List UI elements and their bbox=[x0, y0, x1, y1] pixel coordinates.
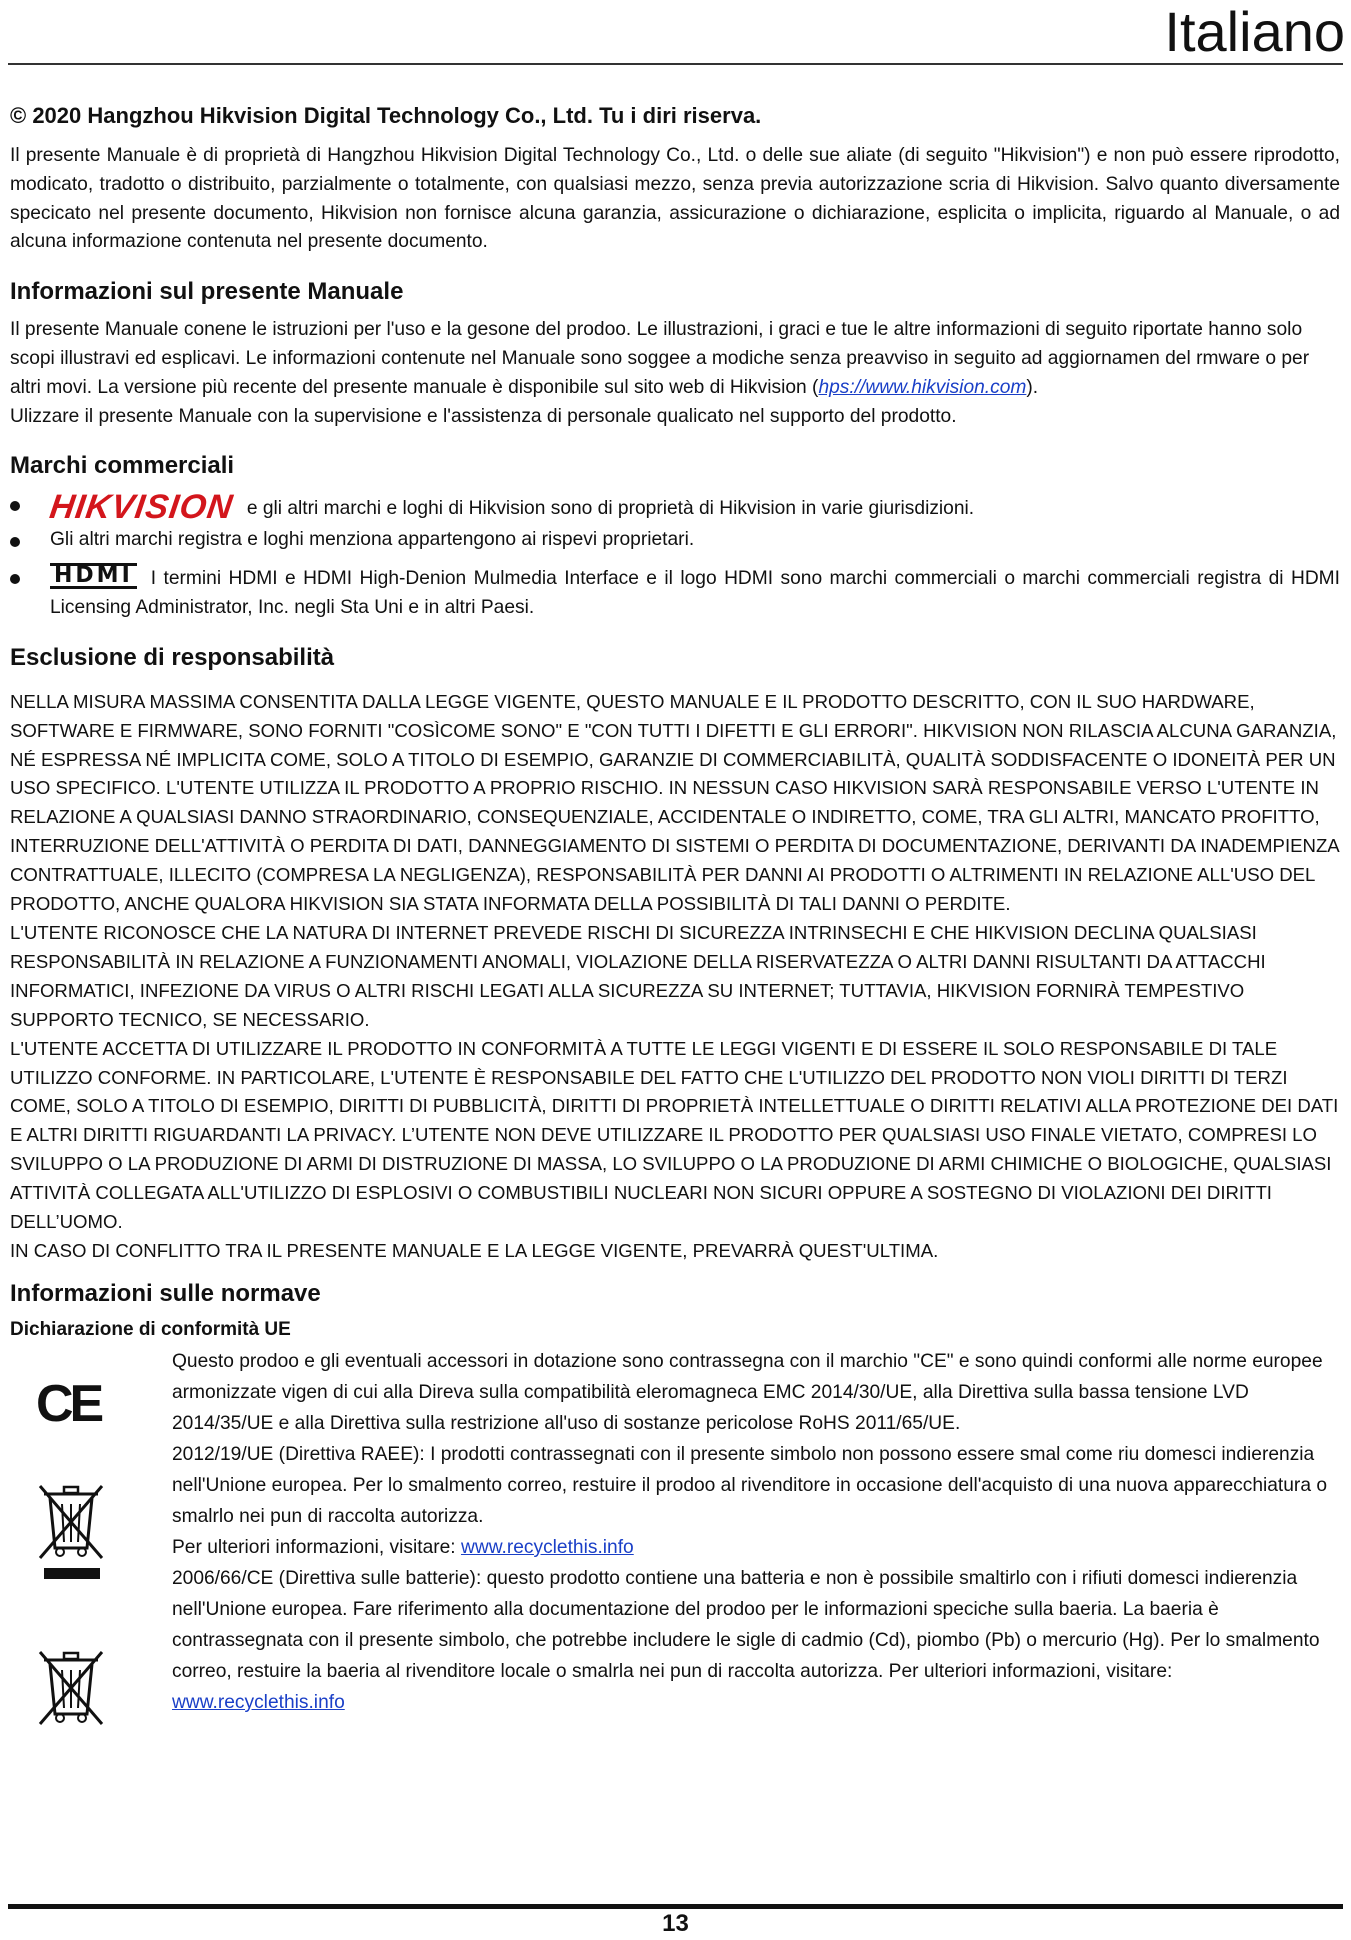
disclaimer-paragraph-4: IN CASO DI CONFLITTO TRA IL PRESENTE MANUALE E LA LEGGE VIGENTE, PREVARRÀ QUEST'ULTIMA. bbox=[10, 1239, 939, 1261]
disclaimer-paragraph-3: L'UTENTE ACCETTA DI UTILIZZARE IL PRODOTTO IN CONFORMITÀ A TUTTE LE LEGGI VIGENTI E DI ESSERE IL SOLO RESPONSABILE DI TALE UTILIZZO CONFORME. IN PARTICOLARE, L'UTENTE È RESPONSABILE DEL FATTO CHE L'UTILIZZO DEL PRODOTTO NON VIOLI DIRITTI DI TERZI COME, SOLO A TITOLO DI ESEMPIO, DIRITTI DI PUBBLICITÀ, DIRITTI DI PROPRIETÀ INTELLETTUALE O DIRITTI RELATIVI ALLA PROTEZIONE DEI DATI E ALTRI DIRITTI RIGUARDANTI LA PRIVACY. L’UTENTE NON DEVE UTILIZZARE IL PRODOTTO PER QUALSIASI USO FINALE VIETATO, COMPRESI LO SVILUPPO O LA PRODUZIONE DI ARMI DI DISTRUZIONE DI MASSA, LO SVILUPPO O LA PRODUZIONE DI ARMI CHIMICHE O BIOLOGICHE, QUALSIASI ATTIVITÀ COLLEGATA ALL'UTILIZZO DI ESPLOSIVI O COMBUSTIBILI NUCLEARI NON SICURI OPPURE A SOSTEGNO DI VIOLAZIONI DEI DIRITTI DELL’UOMO. bbox=[10, 1037, 1339, 1233]
hikvision-logo: HIKVISION bbox=[47, 488, 236, 527]
intro-paragraph: Il presente Manuale è di proprietà di Hangzhou Hikvision Digital Technology Co., Ltd. o delle sue aliate (di seguito "Hikvision") e non può essere riprodotto, modicato, tradotto o distribuito, parzialmente o totalmente, con qualsiasi mezzo, senza previa autorizzazione scria di Hikvision. Salvo quanto diversamente specicato nel presente documento, Hikvision non fornisce alcuna garanzia, assicurazione o dichiarazione, esplicita o implicita, riguardo al Manuale, o ad alcuna informazione contenuta nel presente documento. bbox=[10, 145, 1340, 253]
battery-recyclethis-link[interactable]: www.recyclethis.info bbox=[172, 1691, 345, 1713]
about-text-end: ). bbox=[1026, 376, 1039, 398]
trademark-text-1: e gli altri marchi e loghi di Hikvision sono di proprietà di Hikvision in varie giurisdizioni. bbox=[246, 498, 975, 520]
disclaimer-paragraph-2: L'UTENTE RICONOSCE CHE LA NATURA DI INTERNET PREVEDE RISCHI DI SICUREZZA INTRINSECHI E CHE HIKVISION DECLINA QUALSIASI RESPONSABILITÀ IN RELAZIONE A FUNZIONAMENTI ANOMALI, VIOLAZIONE DELLA RISERVATEZZA O ALTRI DANNI RISULTANTI DA ATTACCHI INFORMATICI, INFEZIONE DA VIRUS O ALTRI RISCHI LEGATI ALLA SICUREZZA SU INTERNET; TUTTAVIA, HIKVISION FORNIRÀ TEMPESTIVO SUPPORTO TECNICO, SE NECESSARIO. bbox=[10, 922, 1266, 1030]
header-rule bbox=[8, 63, 1343, 65]
weee-text: 2012/19/UE (Direttiva RAEE): I prodotti contrassegnati con il presente simbolo non possono essere smal come riu domesci indierenzia nell'Unione europea. Per lo smalmento correo, restuire il prodoo al rivenditore in occasione dell'acquisto di una nuova apparecchiatura o smalrlo nei pun di raccolta autorizza. bbox=[172, 1443, 1327, 1527]
disclaimer-heading: Esclusione di responsabilità bbox=[10, 643, 335, 671]
copyright-line: © 2020 Hangzhou Hikvision Digital Technology Co., Ltd. Tu i diri riserva. bbox=[10, 103, 762, 128]
battery-text: 2006/66/CE (Direttiva sulle batterie): questo prodotto contiene una batteria e non è possibile smaltirlo con i rifiuti domesci indierenzia nell'Unione europea. Fare riferimento alla documentazione del prodoo per le informazioni speciche sulla baeria. La baeria è contrassegnata con il presente simbolo, che potrebbe includere le sigle di cadmio (Cd), piombo (Pb) o mercurio (Hg). Per lo smalmento correo, restuire la baeria al rivenditore locale o smalrla nei pun di raccolta autorizza. Per ulteriori informazioni, visitare: bbox=[172, 1567, 1320, 1682]
disclaimer-body bbox=[10, 688, 1340, 1266]
trademarks-list bbox=[10, 490, 1340, 622]
ce-mark-icon: CE bbox=[36, 1374, 101, 1433]
page-number: 13 bbox=[662, 1910, 689, 1937]
eu-conformity-heading: Dichiarazione di conformità UE bbox=[10, 1318, 291, 1340]
regulatory-block bbox=[10, 1346, 1340, 1718]
weee-info-label: Per ulteriori informazioni, visitare: bbox=[172, 1536, 461, 1558]
footer-rule bbox=[8, 1904, 1343, 1909]
trademark-item-others bbox=[10, 526, 1340, 555]
weee-crossed-bin-icon bbox=[36, 1482, 106, 1582]
weee-recyclethis-link[interactable]: www.recyclethis.info bbox=[460, 1536, 634, 1558]
trademarks-heading: Marchi commerciali bbox=[10, 452, 235, 480]
about-heading: Informazioni sul presente Manuale bbox=[10, 278, 404, 306]
trademark-text-3: I termini HDMI e HDMI High-Denion Mulmedia Interface e il logo HDMI sono marchi commerciali o marchi commerciali registra di HDMI Licensing Administrator, Inc. negli Sta Uni e in altri Paesi. bbox=[50, 568, 1340, 618]
about-paragraph bbox=[10, 316, 1340, 402]
disclaimer-paragraph-1: NELLA MISURA MASSIMA CONSENTITA DALLA LEGGE VIGENTE, QUESTO MANUALE E IL PRODOTTO DESCRITTO, CON IL SUO HARDWARE, SOFTWARE E FIRMWARE, SONO FORNITI "COSÌCOME SONO" E "CON TUTTI I DIFETTI E GLI ERRORI". HIKVISION NON RILASCIA ALCUNA GARANZIA, NÉ ESPRESSA NÉ IMPLICITA COME, SOLO A TITOLO DI ESEMPIO, GARANZIE DI COMMERCIABILITÀ, QUALITÀ SODDISFACENTE O IDONEITÀ PER UN USO SPECIFICO. L'UTENTE UTILIZZA IL PRODOTTO A PROPRIO RISCHIO. IN NESSUN CASO HIKVISION SARÀ RESPONSABILE VERSO L'UTENTE IN RELAZIONE A QUALSIASI DANNO STRAORDINARIO, CONSEQUENZIALE, ACCIDENTALE O INDIRETTO, COME, TRA GLI ALTRI, MANCATO PROFITTO, INTERRUZIONE DELL'ATTIVITÀ O PERDITA DI DATI, DANNEGGIAMENTO DI SISTEMI O PERDITA DI DOCUMENTAZIONE, DERIVANTI DA INADEMPIENZA CONTRATTUALE, ILLECITO (COMPRESA LA NEGLIGENZA), RESPONSABILITÀ PER DANNI AI PRODOTTI O ALTRIMENTI IN RELAZIONE ALL'USO DEL PRODOTTO, ANCHE QUALORA HIKVISION SIA STATA INFORMATA DELLA POSSIBILITÀ DI TALI DANNI O PERDITE. bbox=[10, 690, 1339, 915]
trademark-item-hikvision bbox=[10, 488, 1340, 527]
ce-declaration-text: Questo prodoo e gli eventuali accessori in dotazione sono contrassegna con il marchio "CE" e sono quindi conformi alle norme europee armonizzate vigen di cui alla Direva sulla compatibilità eleromagneca EMC 2014/30/UE, alla Direttiva sulla bassa tensione LVD 2014/35/UE e alla Direttiva sulla restrizione all'uso di sostanze pericolose RoHS 2011/65/UE. bbox=[172, 1350, 1323, 1434]
weee-info-line bbox=[172, 1532, 1340, 1563]
about-text: Il presente Manuale conene le istruzioni per l'uso e la gesone del prodoo. Le illustrazioni, i graci e tue le altre informazioni di seguito riportate hanno solo scopi illustravi ed esplicavi. Le informazioni contenute nel Manuale sono soggee a modiche senza preavviso in seguito ad aggiornamen del rmware o per altri movi. La versione più recente del presente manuale è disponibile sul sito web di Hikvision ( bbox=[10, 319, 1310, 398]
language-label: Italiano bbox=[1164, 0, 1345, 63]
battery-link-line bbox=[172, 1687, 1340, 1718]
page-content bbox=[10, 100, 1340, 1718]
trademark-item-hdmi bbox=[10, 563, 1340, 623]
about-usage-note: Ulizzare il presente Manuale con la supervisione e l'assistenza di personale qualicato nel supporto del prodotto. bbox=[10, 405, 957, 427]
hdmi-logo: HDMI bbox=[50, 563, 137, 589]
hikvision-website-link[interactable]: hps://www.hikvision.com bbox=[818, 376, 1027, 398]
battery-crossed-bin-icon bbox=[36, 1648, 106, 1732]
regulatory-heading: Informazioni sulle normave bbox=[10, 1279, 321, 1307]
trademark-text-2: Gli altri marchi registra e loghi menziona appartengono ai rispevi proprietari. bbox=[50, 529, 695, 551]
